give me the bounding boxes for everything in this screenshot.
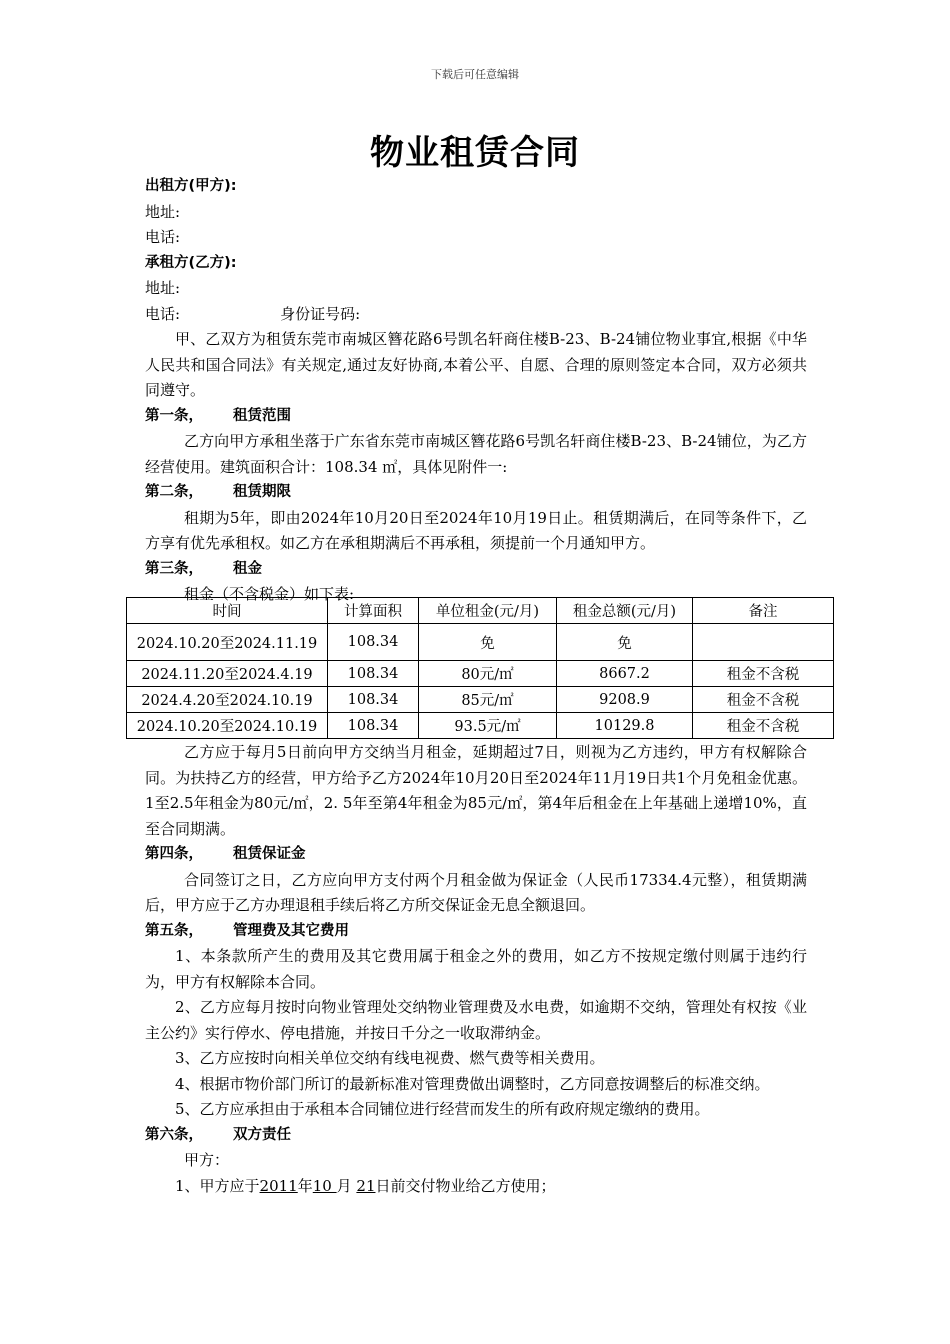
- year-unit: 年: [297, 1176, 313, 1195]
- article-5-number: 第五条，: [145, 922, 203, 939]
- article-6-number: 第六条，: [145, 1126, 203, 1143]
- cell-total-rent: 免: [557, 624, 693, 661]
- item1-prefix: 1、甲方应于: [175, 1176, 260, 1195]
- article-1-number: 第一条，: [145, 407, 203, 424]
- article-4-text: 合同签订之日，乙方应向甲方支付两个月租金做为保证金（人民币17334.4元整），租赁期满后，甲方应于乙方办理退租手续后将乙方所交保证金无息全额退回。: [145, 870, 807, 914]
- col-header-remark: 备注: [693, 598, 834, 624]
- article-4-title: 租赁保证金: [233, 846, 306, 862]
- cell-unit-rent: 80元/㎡: [419, 661, 557, 687]
- rent-table: [126, 597, 834, 739]
- col-header-area: 计算面积: [328, 598, 419, 624]
- cell-remark: [693, 624, 834, 661]
- article-1-heading: [145, 404, 807, 430]
- cell-total-rent: 8667.2: [557, 661, 693, 687]
- col-header-unit-rent: 单位租金(元/月): [419, 598, 557, 624]
- article-2-text: 租期为5年，即由2024年10月20日至2024年10月19日止。租赁期满后，在同等条件下，乙方享有优先承租权。如乙方在承租期满后不再承租，须提前一个月通知甲方。: [145, 508, 807, 552]
- contract-body-bottom: [145, 740, 807, 1199]
- cell-unit-rent: 93.5元/㎡: [419, 713, 557, 739]
- article-1-text: 乙方向甲方承租坐落于广东省东莞市南城区簪花路6号凯名轩商住楼B-23、B-24铺位，为乙方经营使用。建筑面积合计：108.34 ㎡，具体见附件一:: [145, 432, 807, 476]
- table-row: [127, 624, 834, 661]
- contract-body-top: [145, 174, 807, 608]
- cell-period: 2024.4.20至2024.10.19: [127, 687, 328, 713]
- lessor-address: 地址:: [145, 202, 181, 221]
- cell-unit-rent: 85元/㎡: [419, 687, 557, 713]
- article-5-title: 管理费及其它费用: [233, 922, 349, 939]
- article-4-heading: [145, 842, 807, 868]
- article-5-item-4: 4、根据市物价部门所订的最新标准对管理费做出调整时，乙方同意按调整后的标准交纳。: [175, 1074, 770, 1093]
- article-5-item-1: 1、本条款所产生的费用及其它费用属于租金之外的费用，如乙方不按规定缴付则属于违约行为，甲方有权解除本合同。: [145, 947, 807, 991]
- cell-period: 2024.10.20至2024.10.19: [127, 713, 328, 739]
- cell-remark: 租金不含税: [693, 661, 834, 687]
- cell-remark: 租金不含税: [693, 687, 834, 713]
- cell-total-rent: 9208.9: [557, 687, 693, 713]
- cell-unit-rent: 免: [419, 624, 557, 661]
- article-5-heading: [145, 919, 807, 945]
- cell-area: 108.34: [328, 661, 419, 687]
- article-3-number: 第三条，: [145, 560, 203, 577]
- cell-area: 108.34: [328, 687, 419, 713]
- handover-month: 10: [312, 1176, 337, 1195]
- item1-suffix: 日前交付物业给乙方使用；: [375, 1176, 556, 1195]
- rent-table-header: [127, 598, 834, 624]
- lessee-id: 身份证号码:: [280, 304, 361, 323]
- party-a-label: 甲方：: [184, 1151, 230, 1169]
- lessee-label: 承租方(乙方):: [145, 254, 237, 271]
- article-3-title: 租金: [233, 560, 262, 577]
- handover-year: 2011: [259, 1176, 298, 1195]
- header-note: 下载后可任意编辑: [431, 68, 519, 81]
- article-2-number: 第二条，: [145, 484, 203, 500]
- col-header-total-rent: 租金总额(元/月): [557, 598, 693, 624]
- table-row: [127, 661, 834, 687]
- cell-remark: 租金不含税: [693, 713, 834, 739]
- lessor-label: 出租方(甲方):: [145, 178, 237, 194]
- article-6-heading: [145, 1123, 807, 1149]
- handover-day: 21: [356, 1176, 376, 1195]
- article-6-title: 双方责任: [233, 1126, 291, 1143]
- article-5-item-5: 5、乙方应承担由于承租本合同铺位进行经营而发生的所有政府规定缴纳的费用。: [175, 1100, 710, 1118]
- article-6-item-1: [145, 1174, 807, 1200]
- cell-area: 108.34: [328, 713, 419, 739]
- article-5-item-3: 3、乙方应按时向相关单位交纳有线电视费、燃气费等相关费用。: [175, 1049, 605, 1067]
- rent-table-intro: 租金（不含税金）如下表:: [184, 585, 355, 603]
- article-2-title: 租赁期限: [233, 484, 291, 500]
- article-4-number: 第四条，: [145, 846, 203, 862]
- article-2-heading: [145, 480, 807, 506]
- month-unit: 月: [336, 1176, 352, 1195]
- lessee-phone-line: [145, 302, 807, 328]
- table-row: [127, 687, 834, 713]
- document-title: 物业租赁合同: [370, 133, 580, 173]
- cell-period: 2024.11.20至2024.4.19: [127, 661, 328, 687]
- article-3-text: 乙方应于每月5日前向甲方交纳当月租金，延期超过7日，则视为乙方违约，甲方有权解除合同。为扶持乙方的经营，甲方给予乙方2024年10月20日至2024年11月19日共1个月免租金优惠。1至2.5年租金为80元/㎡，2. 5年至第4年租金为85元/㎡，第4年后租金在上年基础上递增10%，直至合同期满。: [145, 743, 807, 838]
- cell-area: 108.34: [328, 624, 419, 661]
- article-5-item-2: 2、乙方应每月按时向物业管理处交纳物业管理费及水电费，如逾期不交纳，管理处有权按《业主公约》实行停水、停电措施，并按日千分之一收取滞纳金。: [145, 998, 807, 1042]
- col-header-period: 时间: [127, 598, 328, 624]
- lessee-address: 地址:: [145, 279, 181, 297]
- article-3-heading: [145, 557, 807, 583]
- cell-total-rent: 10129.8: [557, 713, 693, 739]
- lessee-phone: 电话:: [145, 304, 181, 323]
- article-1-title: 租赁范围: [233, 407, 291, 424]
- preamble: 甲、乙双方为租赁东莞市南城区簪花路6号凯名轩商住楼B-23、B-24铺位物业事宜,根据《中华人民共和国合同法》有关规定,通过友好协商,本着公平、自愿、合理的原则签定本合同，双方必须共同遵守。: [145, 330, 807, 399]
- table-row: [127, 713, 834, 739]
- cell-period: 2024.10.20至2024.11.19: [127, 624, 328, 661]
- lessor-phone: 电话:: [145, 228, 181, 246]
